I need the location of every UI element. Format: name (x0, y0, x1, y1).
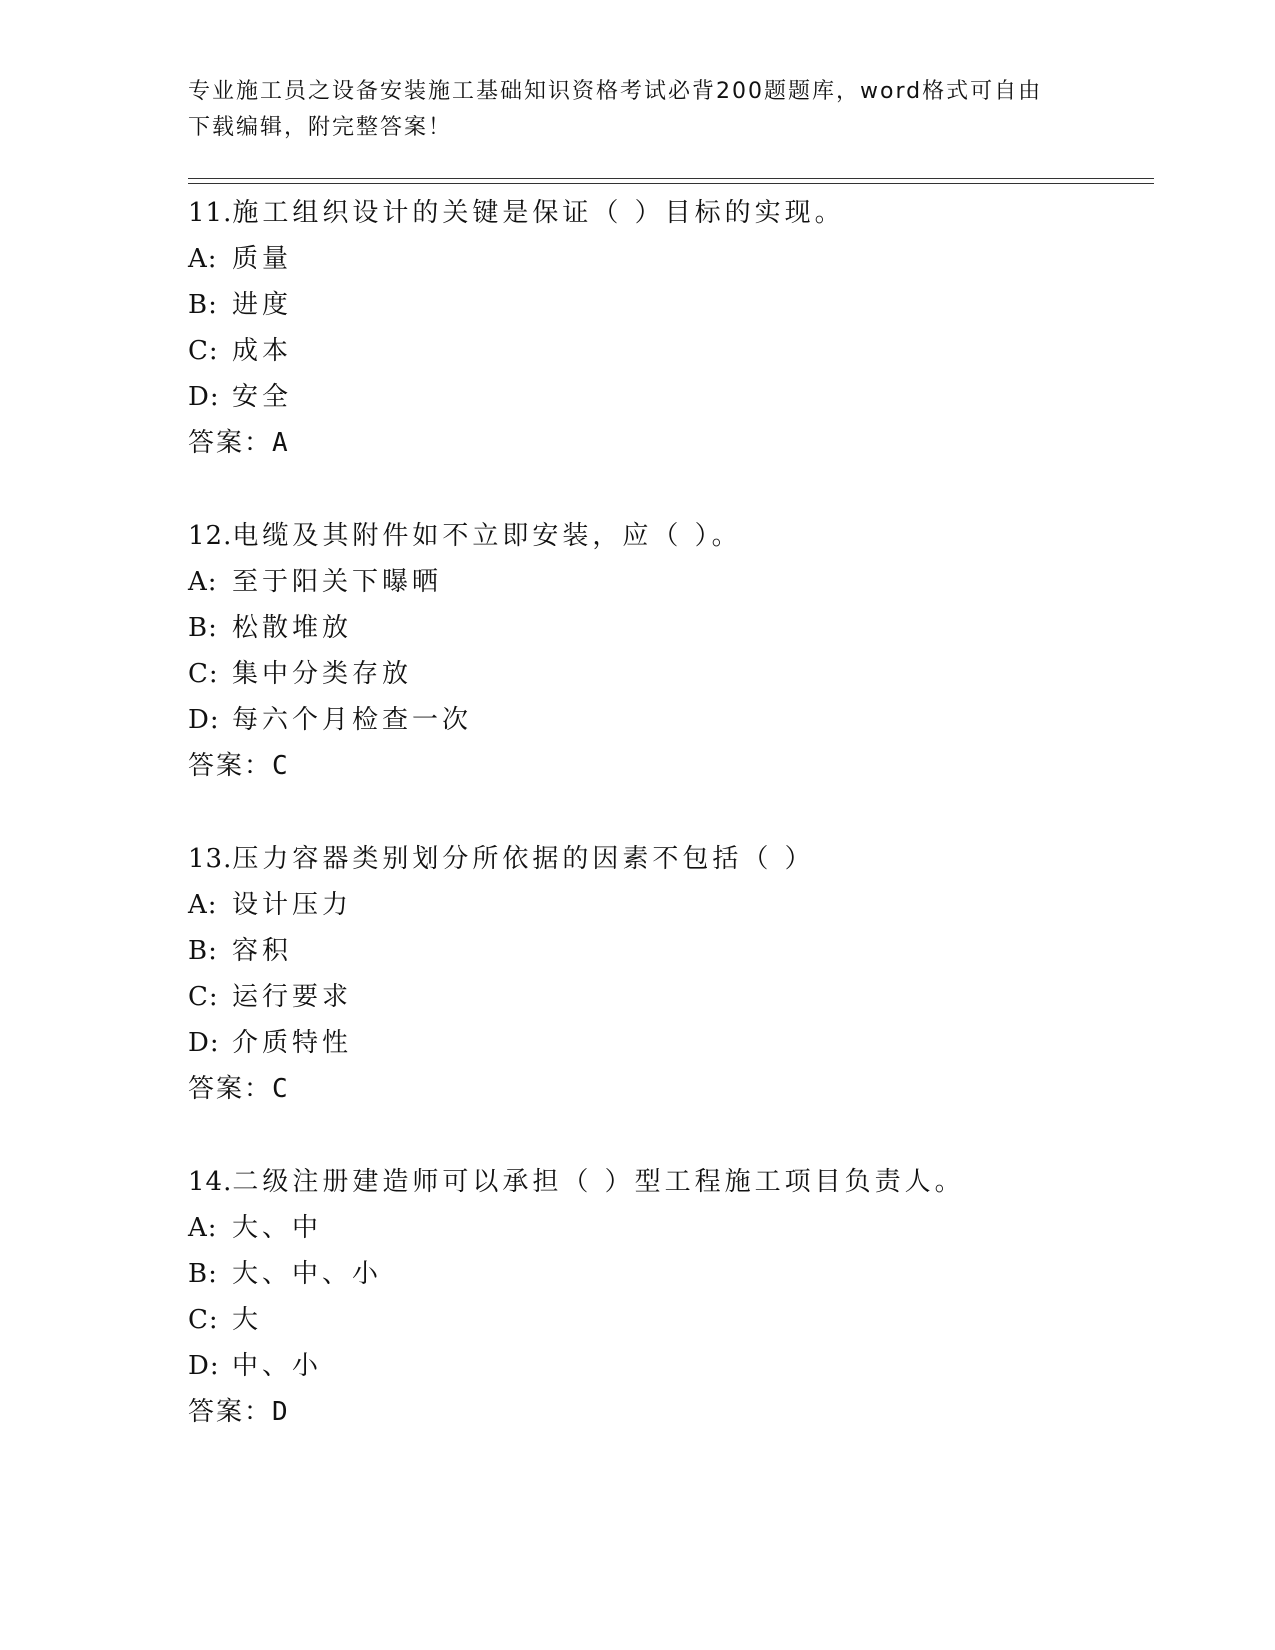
rule-bottom (188, 183, 1154, 184)
option-b (188, 1251, 1154, 1297)
option-letter: A: (188, 890, 218, 920)
option-text: 质量 (232, 244, 293, 274)
option-c (188, 328, 1154, 374)
option-d (188, 697, 1154, 743)
question-list (188, 190, 1154, 1482)
option-letter: D: (188, 382, 220, 412)
option-letter: C: (188, 659, 219, 689)
question-text: 二级注册建造师可以承担（ ）型工程施工项目负责人。 (232, 1167, 965, 1197)
option-letter: B: (188, 290, 218, 320)
option-letter: D: (188, 1028, 220, 1058)
option-b (188, 928, 1154, 974)
option-text: 容积 (232, 936, 293, 966)
option-text: 介质特性 (232, 1028, 353, 1058)
option-text: 设计压力 (232, 890, 353, 920)
option-a (188, 1205, 1154, 1251)
rule-top (188, 178, 1154, 179)
option-a (188, 236, 1154, 282)
option-text: 每六个月检查一次 (232, 705, 473, 735)
question-stem (188, 1159, 1154, 1205)
option-c (188, 974, 1154, 1020)
option-a (188, 882, 1154, 928)
option-b (188, 605, 1154, 651)
question-number: 11. (188, 198, 233, 228)
option-letter: C: (188, 1305, 219, 1335)
option-text: 大、中、小 (232, 1259, 383, 1289)
answer-line (188, 743, 1154, 789)
option-text: 成本 (232, 336, 293, 366)
question-stem (188, 836, 1154, 882)
answer-label: 答案： (188, 751, 273, 781)
document-header (188, 74, 1088, 146)
question-number: 12. (188, 521, 233, 551)
question-text: 压力容器类别划分所依据的因素不包括（ ） (232, 844, 815, 874)
header-line-1: 专业施工员之设备安装施工基础知识资格考试必背200题题库，word格式可自由 (188, 79, 1043, 104)
answer-value: C (272, 751, 288, 781)
answer-line (188, 420, 1154, 466)
option-d (188, 374, 1154, 420)
question-stem (188, 190, 1154, 236)
option-text: 进度 (232, 290, 293, 320)
answer-line (188, 1389, 1154, 1435)
question-item (188, 513, 1154, 789)
option-text: 安全 (232, 382, 293, 412)
option-text: 至于阳关下曝晒 (232, 567, 443, 597)
answer-value: D (272, 1397, 288, 1427)
question-number: 14. (188, 1167, 233, 1197)
option-letter: A: (188, 567, 218, 597)
option-a (188, 559, 1154, 605)
answer-line (188, 1066, 1154, 1112)
option-letter: A: (188, 1213, 218, 1243)
question-text: 电缆及其附件如不立即安装，应（ ）。 (232, 521, 742, 551)
option-letter: C: (188, 982, 219, 1012)
option-d (188, 1343, 1154, 1389)
option-text: 松散堆放 (232, 613, 353, 643)
question-item (188, 1159, 1154, 1435)
option-letter: B: (188, 613, 218, 643)
option-text: 大、中 (232, 1213, 323, 1243)
option-letter: A: (188, 244, 218, 274)
question-stem (188, 513, 1154, 559)
option-letter: C: (188, 336, 219, 366)
question-number: 13. (188, 844, 233, 874)
question-item (188, 190, 1154, 466)
option-letter: B: (188, 1259, 218, 1289)
option-c (188, 651, 1154, 697)
option-b (188, 282, 1154, 328)
answer-label: 答案： (188, 1074, 273, 1104)
question-text: 施工组织设计的关键是保证（ ）目标的实现。 (232, 198, 845, 228)
option-letter: D: (188, 1351, 220, 1381)
option-text: 大 (232, 1305, 263, 1335)
answer-value: C (272, 1074, 288, 1104)
answer-label: 答案： (188, 428, 273, 458)
answer-value: A (272, 428, 288, 458)
option-letter: B: (188, 936, 218, 966)
option-letter: D: (188, 705, 220, 735)
question-item (188, 836, 1154, 1112)
option-text: 运行要求 (232, 982, 353, 1012)
answer-label: 答案： (188, 1397, 273, 1427)
option-text: 中、小 (232, 1351, 323, 1381)
option-c (188, 1297, 1154, 1343)
header-line-2: 下载编辑，附完整答案！ (188, 115, 453, 140)
header-double-rule (188, 178, 1154, 185)
option-d (188, 1020, 1154, 1066)
option-text: 集中分类存放 (232, 659, 413, 689)
